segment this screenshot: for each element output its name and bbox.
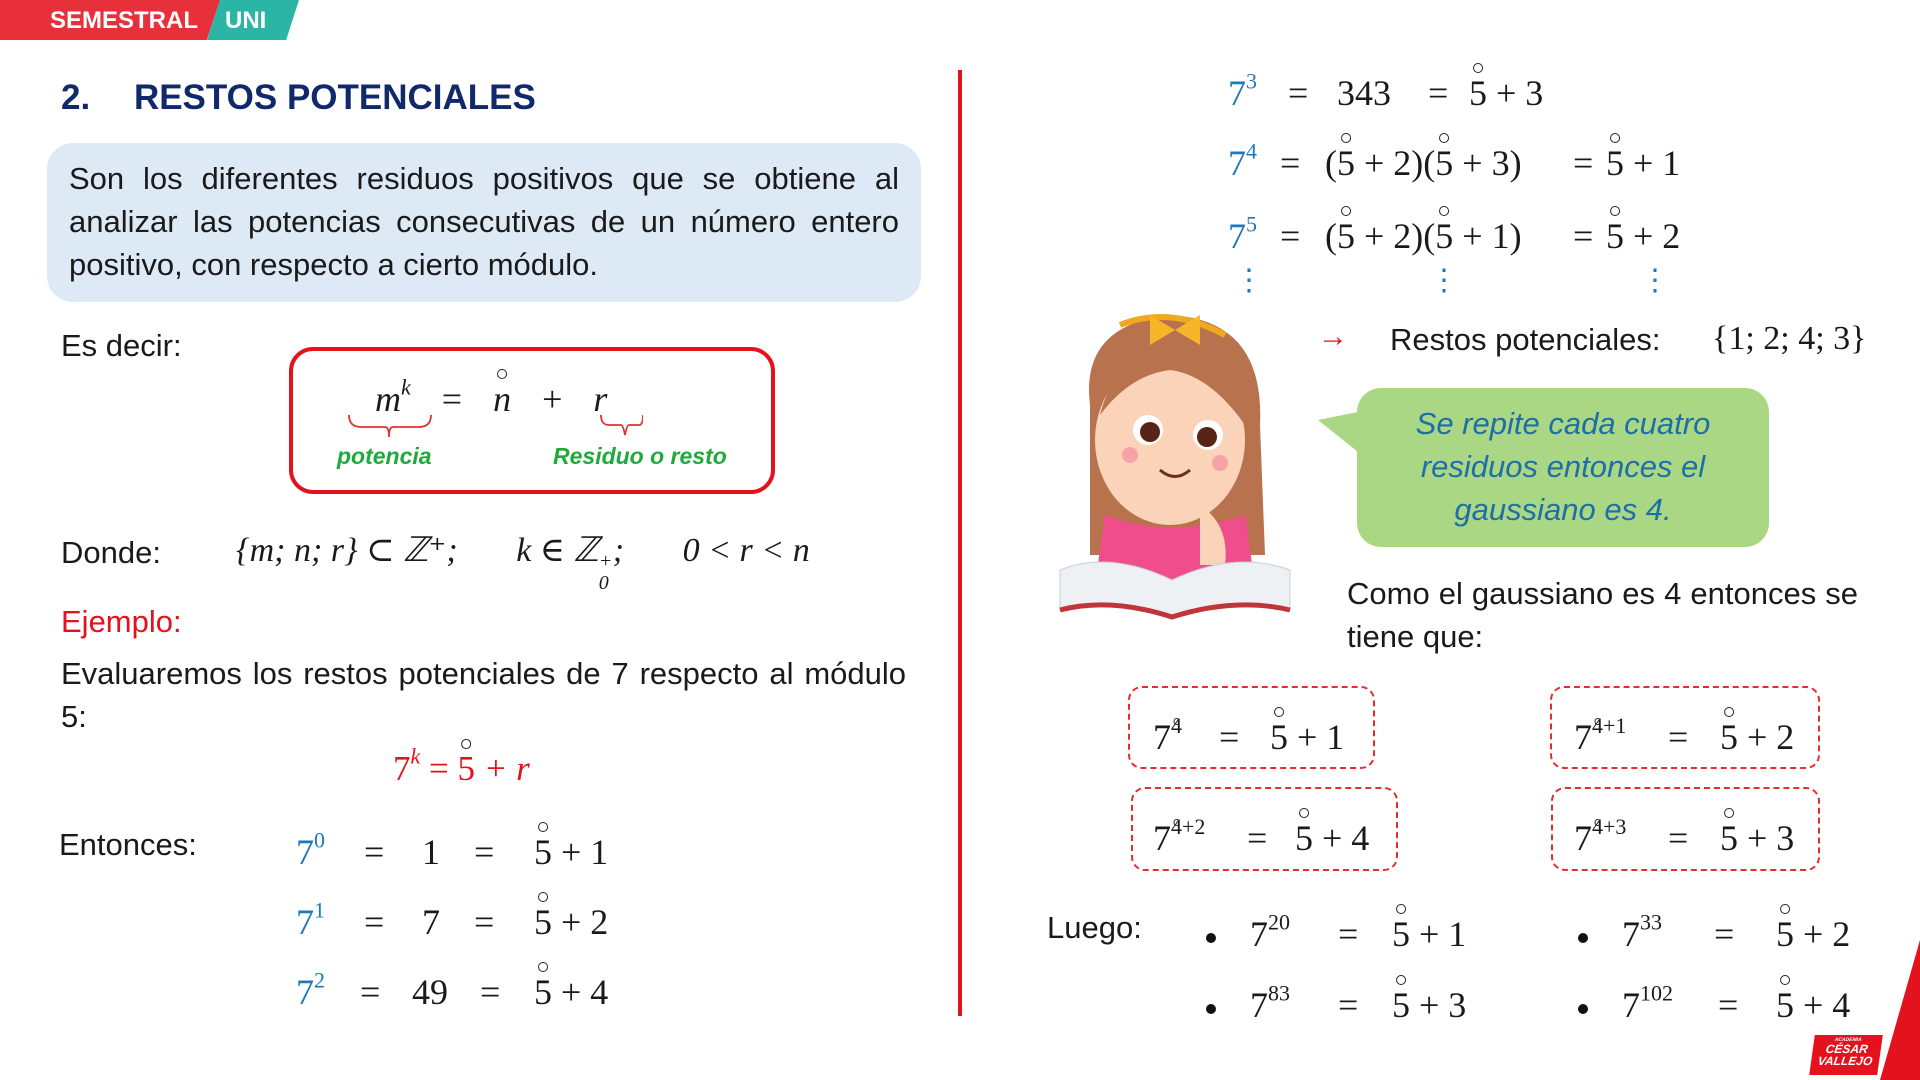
box-equation: $7^4$ = 5 + 1 [1153,712,1345,757]
formula-eq: = [441,379,463,419]
common-five: 5 [1337,216,1355,256]
common-five: 5 [1392,914,1410,954]
common-eq: = [1714,914,1735,954]
right_rows-0-rem: + 3 [1496,73,1544,113]
formula-base: m [375,379,401,419]
definition-box: Son los diferentes residuos positivos que se obtiene al analizar las potencias consecutivas de un número entero positivo, con respecto a cierto módulo. [47,143,921,302]
common-seven: 7 [1153,717,1171,757]
luego-items-2-exp: 83 [1268,980,1290,1006]
common-eq: = [1668,717,1689,757]
entonces-rows-1-exp: 1 [314,897,325,923]
right_rows-1-rem: + 1 [1633,143,1681,183]
common-five: 5 [1270,717,1288,757]
header-badge [0,0,300,40]
right_rows-2-f1: + 2)( [1364,216,1436,256]
donde-label: Donde: [61,535,161,570]
formula-exp: k [401,374,411,400]
common-five: 5 [1776,985,1794,1025]
luego-item [1578,909,1851,954]
power-row-right [1228,68,1544,113]
luego-items-1-exp: 33 [1640,909,1662,935]
right_rows-0-exp: 3 [1246,68,1257,94]
formula-rest: r [593,379,608,419]
como-text: Como el gaussiano es 4 entonces se tiene que: [1347,576,1858,654]
common-seven: 7 [1228,216,1246,256]
common-eq: = [1573,216,1594,256]
right_rows-2-rem: + 2 [1633,216,1681,256]
common-five: 5 [1337,143,1355,183]
common-eq: = [1280,216,1301,256]
common-eq: = [1219,717,1240,757]
boxes-0-rem: + 1 [1297,717,1345,757]
formula [375,374,608,419]
column-divider [958,70,962,1016]
arrow-icon: → [1318,320,1348,353]
common-five: 5 [1776,914,1794,954]
header-semestral: SEMESTRAL [50,7,199,34]
box-equation: $7^{4+3}$ = 5 + 3 [1574,813,1795,858]
entonces-rows-2-rem: + 4 [561,972,609,1012]
common-five: 5 [1720,818,1738,858]
luego-item [1578,980,1851,1025]
boxes-2-rem: + 4 [1322,818,1370,858]
ejemplo-formula-base: 7 [393,749,411,788]
common-eq: = [474,832,495,872]
boxes-2-extra: +2 [1182,813,1206,839]
common-eq: = [1338,985,1359,1025]
vdots: ⋮ [1234,264,1264,297]
luego-item [1206,980,1467,1025]
common-eq: = [1247,818,1268,858]
common-five: 5 [534,902,552,942]
boxes-1-rem: + 2 [1747,717,1795,757]
common-seven: 7 [1574,717,1592,757]
formula-box [289,347,775,494]
common-five: 5 [534,972,552,1012]
common-seven: 7 [1622,985,1640,1025]
donde-set: {m; n; r} ⊂ ℤ⁺; [236,532,458,569]
common-open: ( [1325,216,1337,256]
right_rows-2-f2: + 1) [1462,216,1522,256]
common-five: 5 [534,832,552,872]
brace-icons [343,413,643,443]
luego-items-1-rem: + 2 [1803,914,1851,954]
entonces-rows-2-val: 49 [412,972,448,1012]
luego-item [1206,909,1467,954]
common-eq: = [1668,818,1689,858]
power-row-right [1228,211,1681,256]
common-seven: 7 [296,832,314,872]
donde-k_end: ; [612,532,625,569]
luego-label: Luego: [1047,910,1142,945]
entonces-label: Entonces: [59,827,197,862]
logo-l2: VALLEJO [1816,1054,1874,1068]
luego-items-3-exp: 102 [1640,980,1673,1006]
common-five: 5 [1435,216,1454,256]
luego-items-0-rem: + 1 [1419,914,1467,954]
common-seven: 7 [296,972,314,1012]
ejemplo-formula-mod: 5 [457,749,476,788]
power-row-right [1228,138,1681,183]
common-eq: = [1280,143,1301,183]
section-title [61,78,536,118]
common-eq: = [1428,73,1449,113]
right_rows-1-exp: 4 [1246,138,1257,164]
restos-set: {1; 2; 4; 3} [1712,320,1867,357]
right_rows-0-mid: 343 [1337,73,1391,113]
section-number: 2. [61,78,91,117]
girl-reading-illustration [1050,305,1300,650]
vdots: ⋮ [1429,264,1459,297]
vdots: ⋮ [1640,264,1670,297]
common-eq: = [364,902,385,942]
formula-mod: n [493,379,512,419]
donde-ineq: 0 < r < n [682,532,810,569]
common-eq: = [364,832,385,872]
donde-k_sup: + [598,550,613,572]
donde-conditions [236,532,810,594]
ejemplo-text: Evaluaremos los restos potenciales de 7 respecto al módulo 5: [61,656,906,734]
entonces-rows-1-val: 7 [422,902,440,942]
ejemplo-formula-tail: + r [483,749,530,788]
boxes-3-extra: +3 [1603,813,1627,839]
es-decir-label: Es decir: [61,328,182,363]
entonces-rows-0-val: 1 [422,832,440,872]
donde-k: k ∈ ℤ [516,532,599,569]
boxes-3-rem: + 3 [1747,818,1795,858]
common-seven: 7 [1228,143,1246,183]
common-five: 5 [1606,143,1624,183]
luego-items-2-rem: + 3 [1419,985,1467,1025]
box-equation: $7^{4+1}$ = 5 + 2 [1574,712,1795,757]
common-seven: 7 [1228,73,1246,113]
common-five: 5 [1469,73,1487,113]
power-row [296,967,609,1012]
common-seven: 7 [1250,985,1268,1025]
common-eq: = [360,972,381,1012]
entonces-rows-0-exp: 0 [314,827,325,853]
speech-bubble-tail [1318,410,1368,460]
donde-k_sub: 0 [598,572,609,594]
right_rows-1-f2: + 3) [1462,143,1522,183]
common-five: 5 [1435,143,1454,183]
entonces-rows-2-exp: 2 [314,967,325,993]
section-title-text: RESTOS POTENCIALES [133,78,536,117]
ejemplo-label: Ejemplo: [61,604,182,639]
logo-l1: CÉSAR [1824,1042,1869,1056]
power-row [296,897,609,942]
common-seven: 7 [1574,818,1592,858]
common-eq: = [474,902,495,942]
box-equation: $7^{4+2}$ = 5 + 4 [1153,813,1370,858]
boxes-1-extra: +1 [1603,712,1627,738]
corner-stripe [1880,940,1920,1080]
power-row [296,827,609,872]
example-formula [393,743,530,788]
logo-top: ACADEMIA [1834,1037,1862,1043]
common-seven: 7 [1622,914,1640,954]
common-seven: 7 [1153,818,1171,858]
common-seven: 7 [1250,914,1268,954]
restos-label: Restos potenciales: [1390,322,1661,357]
common-eq: = [480,972,501,1012]
common-five: 5 [1606,216,1624,256]
ejemplo-formula-eq: = [429,749,449,788]
common-five: 5 [1295,818,1313,858]
right_rows-2-exp: 5 [1246,211,1257,237]
label-potencia: potencia [337,443,432,469]
common-five: 5 [1720,717,1738,757]
common-seven: 7 [296,902,314,942]
luego-items-0-exp: 20 [1268,909,1290,935]
header-uni: UNI [225,7,267,34]
speech-bubble-text: Se repite cada cuatro residuos entonces el gaussiano es 4. [1415,406,1711,527]
common-open: ( [1325,143,1337,183]
right_rows-1-f1: + 2)( [1364,143,1436,183]
formula-plus: + [542,379,563,419]
common-five: 5 [1392,985,1410,1025]
common-eq: = [1718,985,1739,1025]
ejemplo-formula-exp: k [410,743,421,769]
common-eq: = [1573,143,1594,183]
label-residuo: Residuo o resto [553,443,727,469]
cesar-vallejo-logo [1809,1035,1883,1075]
entonces-rows-0-rem: + 1 [561,832,609,872]
common-eq: = [1338,914,1359,954]
luego-items-3-rem: + 4 [1803,985,1851,1025]
common-eq: = [1288,73,1309,113]
entonces-rows-1-rem: + 2 [561,902,609,942]
